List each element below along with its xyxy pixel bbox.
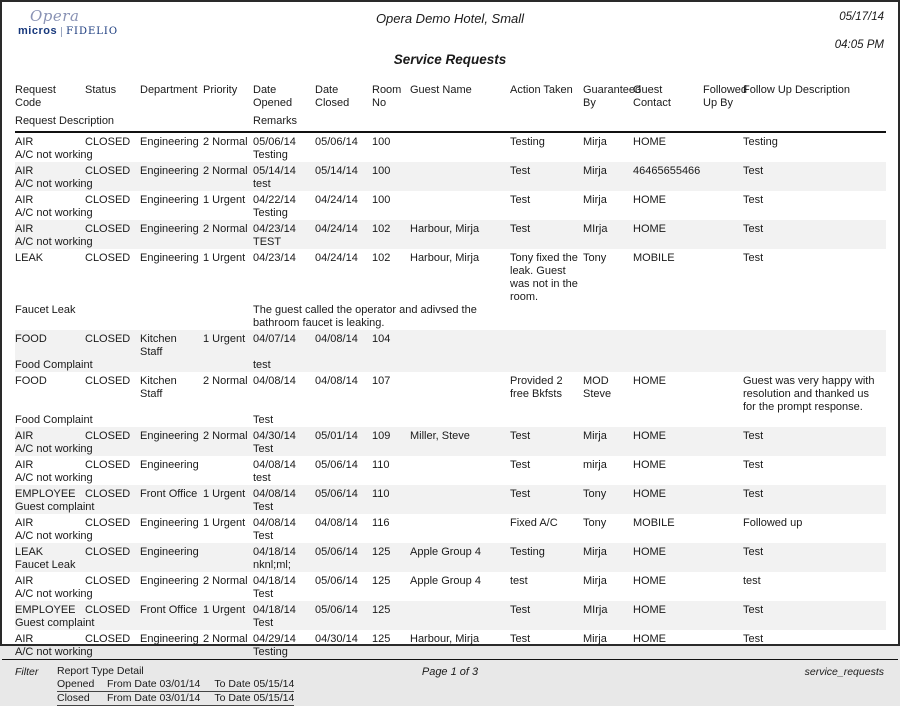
cell-follow-up-description: Test <box>743 604 764 616</box>
cell-action-taken: Fixed A/C <box>510 517 558 529</box>
cell-request-code: AIR <box>15 194 34 206</box>
cell-action-taken: Testing <box>510 546 545 558</box>
cell-guest-contact: MOBILE <box>633 517 675 529</box>
col-date-closed: Date Closed <box>315 84 350 109</box>
cell-priority: 2 Normal <box>203 575 248 587</box>
col-priority: Priority <box>203 84 238 96</box>
cell-guest-name <box>410 194 510 207</box>
cell-guaranteed-by: mirja <box>583 459 607 471</box>
cell-guest-contact: HOME <box>633 575 666 587</box>
cell-status: CLOSED <box>85 604 131 616</box>
cell-request-code: FOOD <box>15 333 47 345</box>
cell-room-no: 125 <box>372 575 391 587</box>
cell-request-description: A/C not working <box>15 236 93 248</box>
cell-date-closed: 05/06/14 <box>315 136 358 148</box>
cell-priority: 2 Normal <box>203 223 248 235</box>
report-header <box>2 2 898 70</box>
cell-follow-up-description: Test <box>743 459 764 471</box>
cell-request-code: AIR <box>15 223 34 235</box>
cell-date-closed: 04/24/14 <box>315 194 358 206</box>
page-number: Page 1 of 3 <box>421 666 479 678</box>
cell-department: Engineering <box>140 575 199 587</box>
cell-date-opened: 04/18/14 <box>253 546 296 558</box>
cell-follow-up-description: Test <box>743 488 764 500</box>
cell-request-code: FOOD <box>15 375 47 387</box>
cell-followed-up-by <box>703 517 743 530</box>
cell-guest-name <box>410 517 510 530</box>
cell-room-no: 107 <box>372 375 391 387</box>
cell-department: Engineering <box>140 252 199 264</box>
cell-priority: 1 Urgent <box>203 252 246 264</box>
cell-guest-name: Miller, Steve <box>410 430 470 442</box>
table-body <box>15 133 886 659</box>
cell-status: CLOSED <box>85 375 131 387</box>
cell-priority: 2 Normal <box>203 633 248 645</box>
cell-date-opened: 04/18/14 <box>253 604 296 616</box>
cell-remarks: Test <box>253 443 274 455</box>
cell-remarks: Testing <box>253 646 288 658</box>
cell-guest-contact: MOBILE <box>633 252 675 264</box>
cell-date-opened: 04/30/14 <box>253 430 296 442</box>
cell-status: CLOSED <box>85 252 131 264</box>
cell-follow-up-description: Test <box>743 252 764 264</box>
table-row <box>15 427 886 456</box>
cell-followed-up-by <box>703 194 743 207</box>
col-date-opened: Date Opened <box>253 84 293 109</box>
cell-date-closed: 04/08/14 <box>315 517 358 529</box>
col-request-description: Request Description <box>15 115 115 127</box>
cell-status: CLOSED <box>85 136 131 148</box>
table-row <box>15 372 886 427</box>
col-guaranteed-by: Guaranteed By <box>583 84 642 109</box>
cell-guaranteed-by: Tony <box>583 252 607 264</box>
cell-guest-contact: HOME <box>633 459 666 471</box>
cell-request-description: Guest complaint <box>15 501 95 513</box>
cell-priority: 1 Urgent <box>203 194 246 206</box>
micros-logo-text: micros <box>18 25 58 37</box>
cell-guest-name <box>410 333 510 359</box>
cell-request-description: A/C not working <box>15 149 93 161</box>
cell-date-closed: 05/06/14 <box>315 488 358 500</box>
cell-request-description: A/C not working <box>15 443 93 455</box>
cell-follow-up-description: Test <box>743 430 764 442</box>
cell-guaranteed-by: Mirja <box>583 165 607 177</box>
cell-priority <box>203 459 253 472</box>
cell-status: CLOSED <box>85 459 131 471</box>
micros-fidelio-logo-text <box>18 26 118 37</box>
col-guest-contact: Guest Contact <box>633 84 671 109</box>
cell-date-opened: 04/23/14 <box>253 223 296 235</box>
fidelio-logo-text: FIDELIO <box>66 25 119 37</box>
cell-status: CLOSED <box>85 165 131 177</box>
logo-divider <box>61 27 62 37</box>
cell-guest-name <box>410 375 510 414</box>
cell-action-taken: Test <box>510 459 531 471</box>
report-date: 05/17/14 <box>839 11 884 23</box>
cell-guest-name: Apple Group 4 <box>410 546 481 558</box>
cell-status: CLOSED <box>85 488 131 500</box>
cell-remarks: Test <box>253 530 274 542</box>
cell-request-description: A/C not working <box>15 646 93 658</box>
cell-remarks: The guest called the operator and adivsed the bathroom faucet is leaking. <box>253 304 477 329</box>
cell-follow-up-description: Followed up <box>743 517 803 529</box>
cell-guaranteed-by: Mirja <box>583 194 607 206</box>
cell-status: CLOSED <box>85 223 131 235</box>
cell-follow-up-description: Test <box>743 633 764 645</box>
cell-request-code: AIR <box>15 633 34 645</box>
cell-room-no: 100 <box>372 136 391 148</box>
cell-followed-up-by <box>703 488 743 501</box>
cell-guest-contact: HOME <box>633 136 666 148</box>
cell-followed-up-by <box>703 546 743 559</box>
opera-logo-text: Opera <box>30 7 80 25</box>
cell-date-opened: 04/08/14 <box>253 488 296 500</box>
cell-guest-name <box>410 604 510 617</box>
cell-guest-contact: HOME <box>633 604 666 616</box>
cell-room-no: 116 <box>372 517 390 529</box>
cell-action-taken: Test <box>510 194 531 206</box>
cell-action-taken: Test <box>510 430 531 442</box>
cell-date-opened: 04/29/14 <box>253 633 296 645</box>
cell-room-no: 102 <box>372 252 391 264</box>
cell-status: CLOSED <box>85 575 131 587</box>
cell-guaranteed-by: MIrja <box>583 604 608 616</box>
cell-guest-name: Harbour, Mirja <box>410 252 480 264</box>
service-requests-table <box>2 70 898 659</box>
cell-status: CLOSED <box>85 333 131 345</box>
cell-request-description: Food Complaint <box>15 414 93 426</box>
cell-date-opened: 04/08/14 <box>253 459 296 471</box>
cell-guest-contact: HOME <box>633 430 666 442</box>
table-row <box>15 543 886 572</box>
cell-department: Engineering <box>140 430 199 442</box>
cell-request-code: EMPLOYEE <box>15 604 76 616</box>
cell-remarks: Test <box>253 617 274 629</box>
cell-action-taken: Test <box>510 604 531 616</box>
table-row <box>15 162 886 191</box>
cell-followed-up-by <box>703 165 743 178</box>
table-row <box>15 630 886 659</box>
cell-request-description: Food Complaint <box>15 359 93 371</box>
cell-date-closed: 05/06/14 <box>315 459 358 471</box>
cell-department: Engineering <box>140 223 199 235</box>
cell-date-opened: 05/06/14 <box>253 136 296 148</box>
cell-request-code: AIR <box>15 459 34 471</box>
table-row <box>15 572 886 601</box>
cell-department: Engineering <box>140 459 199 471</box>
cell-request-code: AIR <box>15 136 34 148</box>
cell-action-taken <box>510 333 583 359</box>
cell-follow-up-description: Testing <box>743 136 778 148</box>
cell-request-description: A/C not working <box>15 178 93 190</box>
cell-request-code: AIR <box>15 517 34 529</box>
col-request-code: Request Code <box>15 84 56 109</box>
cell-request-code: LEAK <box>15 546 44 558</box>
cell-department: Front Office <box>140 604 198 616</box>
report-file-name: service_requests <box>804 666 884 678</box>
cell-date-closed: 04/24/14 <box>315 223 358 235</box>
table-row <box>15 249 886 330</box>
cell-followed-up-by <box>703 430 743 443</box>
cell-priority: 2 Normal <box>203 375 248 387</box>
cell-guest-name <box>410 165 510 178</box>
cell-remarks: Testing <box>253 149 288 161</box>
cell-department: Engineering <box>140 194 199 206</box>
cell-action-taken: Test <box>510 223 531 235</box>
filter-opened-range: Opened From Date 03/01/14 To Date 05/15/14 <box>57 678 295 690</box>
cell-guaranteed-by: Mirja <box>583 546 607 558</box>
cell-guest-contact: HOME <box>633 488 666 500</box>
cell-priority: 1 Urgent <box>203 333 246 345</box>
cell-followed-up-by <box>703 459 743 472</box>
cell-followed-up-by <box>703 633 743 646</box>
cell-room-no: 125 <box>372 633 391 645</box>
cell-department: Engineering <box>140 165 199 177</box>
cell-remarks: Test <box>253 588 274 600</box>
cell-guest-contact: HOME <box>633 546 666 558</box>
cell-priority: 2 Normal <box>203 165 248 177</box>
cell-request-description: A/C not working <box>15 530 93 542</box>
col-remarks: Remarks <box>253 115 298 127</box>
cell-room-no: 125 <box>372 604 391 616</box>
cell-priority: 1 Urgent <box>203 488 246 500</box>
cell-room-no: 102 <box>372 223 391 235</box>
cell-guaranteed-by <box>583 333 633 359</box>
table-row <box>15 514 886 543</box>
cell-room-no: 110 <box>372 488 390 500</box>
cell-request-code: AIR <box>15 575 34 587</box>
cell-request-code: EMPLOYEE <box>15 488 76 500</box>
table-row <box>15 133 886 162</box>
filter-report-type: Report Type Detail <box>57 665 144 677</box>
cell-room-no: 100 <box>372 194 391 206</box>
cell-remarks: Test <box>253 414 274 426</box>
cell-request-code: AIR <box>15 430 34 442</box>
cell-date-opened: 04/23/14 <box>253 252 296 264</box>
cell-request-description: A/C not working <box>15 207 93 219</box>
cell-follow-up-description: Test <box>743 194 764 206</box>
table-row <box>15 330 886 372</box>
cell-status: CLOSED <box>85 517 131 529</box>
cell-request-description: Faucet Leak <box>15 304 76 316</box>
page-title: Service Requests <box>393 52 507 67</box>
cell-room-no: 109 <box>372 430 391 442</box>
cell-date-closed: 04/30/14 <box>315 633 358 645</box>
cell-request-description: Faucet Leak <box>15 559 76 571</box>
cell-guest-contact <box>633 333 703 359</box>
cell-priority: 2 Normal <box>203 430 248 442</box>
cell-request-code: LEAK <box>15 252 44 264</box>
cell-guest-contact: HOME <box>633 375 666 387</box>
cell-remarks: Test <box>253 501 274 513</box>
col-department: Department <box>140 84 198 96</box>
cell-guaranteed-by: Tony <box>583 517 607 529</box>
cell-follow-up-description: Test <box>743 223 764 235</box>
cell-date-opened: 04/22/14 <box>253 194 296 206</box>
cell-remarks: test <box>253 178 271 190</box>
cell-guest-contact: HOME <box>633 633 666 645</box>
cell-followed-up-by <box>703 575 743 588</box>
cell-room-no: 100 <box>372 165 391 177</box>
cell-priority <box>203 546 253 559</box>
cell-date-opened: 04/18/14 <box>253 575 296 587</box>
cell-remarks: test <box>253 472 271 484</box>
table-row <box>15 191 886 220</box>
cell-date-opened: 05/14/14 <box>253 165 296 177</box>
cell-guest-contact: HOME <box>633 223 666 235</box>
filter-label: Filter <box>15 666 39 678</box>
col-follow-up-description: Follow Up Description <box>743 84 850 96</box>
cell-department: Kitchen Staff <box>140 375 177 400</box>
table-row <box>15 456 886 485</box>
report-footer <box>2 659 898 705</box>
cell-follow-up-description: Test <box>743 546 764 558</box>
table-header <box>15 70 886 133</box>
cell-guaranteed-by: Tony <box>583 488 607 500</box>
table-row <box>15 220 886 249</box>
cell-follow-up-description: test <box>743 575 761 587</box>
table-row <box>15 601 886 630</box>
cell-action-taken: Tony fixed the leak. Guest was not in the room. <box>510 252 578 303</box>
cell-guaranteed-by: Mirja <box>583 430 607 442</box>
cell-date-closed: 05/01/14 <box>315 430 358 442</box>
cell-request-description: A/C not working <box>15 588 93 600</box>
col-room-no: Room No <box>372 84 402 109</box>
cell-action-taken: Test <box>510 165 531 177</box>
col-status: Status <box>85 84 117 96</box>
cell-department: Engineering <box>140 136 199 148</box>
cell-date-closed: 05/06/14 <box>315 575 358 587</box>
cell-room-no: 110 <box>372 459 390 471</box>
cell-guest-name <box>410 136 510 149</box>
cell-followed-up-by <box>703 252 743 304</box>
cell-remarks: test <box>253 359 271 371</box>
table-row <box>15 485 886 514</box>
cell-date-closed: 04/08/14 <box>315 375 358 387</box>
cell-department: Engineering <box>140 633 199 645</box>
cell-action-taken: test <box>510 575 528 587</box>
hotel-name: Opera Demo Hotel, Small <box>375 11 525 26</box>
cell-date-opened: 04/08/14 <box>253 517 296 529</box>
cell-priority: 1 Urgent <box>203 604 246 616</box>
cell-guest-contact: 46465655466 <box>633 165 701 177</box>
cell-date-opened: 04/08/14 <box>253 375 296 387</box>
cell-date-opened: 04/07/14 <box>253 333 296 345</box>
cell-action-taken: Test <box>510 633 531 645</box>
cell-remarks: nknl;ml; <box>253 559 291 571</box>
col-followed-up-by: Followed Up By <box>703 84 748 109</box>
cell-followed-up-by <box>703 333 743 359</box>
cell-guaranteed-by: Mirja <box>583 136 607 148</box>
cell-request-description: A/C not working <box>15 472 93 484</box>
cell-priority: 2 Normal <box>203 136 248 148</box>
cell-guest-name: Harbour, Mirja <box>410 223 480 235</box>
cell-guest-name: Harbour, Mirja <box>410 633 480 645</box>
cell-status: CLOSED <box>85 633 131 645</box>
cell-department: Kitchen Staff <box>140 333 177 358</box>
cell-priority: 1 Urgent <box>203 517 246 529</box>
cell-followed-up-by <box>703 375 743 414</box>
cell-action-taken: Test <box>510 488 531 500</box>
cell-request-description: Guest complaint <box>15 617 95 629</box>
cell-department: Engineering <box>140 546 199 558</box>
cell-date-closed: 05/06/14 <box>315 546 358 558</box>
cell-room-no: 104 <box>372 333 391 345</box>
cell-status: CLOSED <box>85 546 131 558</box>
cell-department: Front Office <box>140 488 198 500</box>
cell-guest-name: Apple Group 4 <box>410 575 481 587</box>
filter-closed-range: Closed From Date 03/01/14 To Date 05/15/14 <box>57 692 295 704</box>
cell-follow-up-description: Guest was very happy with resolution and thanked us for the prompt response. <box>743 375 875 413</box>
cell-date-closed: 04/24/14 <box>315 252 358 264</box>
report-time: 04:05 PM <box>834 39 884 51</box>
cell-guest-name <box>410 459 510 472</box>
cell-status: CLOSED <box>85 430 131 442</box>
cell-date-closed: 04/08/14 <box>315 333 358 345</box>
cell-guaranteed-by: MIrja <box>583 223 608 235</box>
cell-follow-up-description: Test <box>743 165 764 177</box>
cell-status: CLOSED <box>85 194 131 206</box>
cell-followed-up-by <box>703 604 743 617</box>
cell-department: Engineering <box>140 517 199 529</box>
cell-guaranteed-by: Mirja <box>583 575 607 587</box>
cell-guaranteed-by: MOD Steve <box>583 375 612 400</box>
cell-remarks: Testing <box>253 207 288 219</box>
cell-guest-contact: HOME <box>633 194 666 206</box>
cell-follow-up-description <box>743 333 886 359</box>
col-guest-name: Guest Name <box>410 84 472 96</box>
cell-date-closed: 05/14/14 <box>315 165 358 177</box>
cell-action-taken: Provided 2 free Bkfsts <box>510 375 563 400</box>
col-action-taken: Action Taken <box>510 84 573 96</box>
cell-remarks: TEST <box>253 236 282 248</box>
cell-date-closed: 05/06/14 <box>315 604 358 616</box>
cell-room-no: 125 <box>372 546 391 558</box>
cell-action-taken: Testing <box>510 136 545 148</box>
cell-followed-up-by <box>703 223 743 236</box>
cell-guest-name <box>410 488 510 501</box>
cell-request-code: AIR <box>15 165 34 177</box>
cell-guaranteed-by: Mirja <box>583 633 607 645</box>
cell-followed-up-by <box>703 136 743 149</box>
